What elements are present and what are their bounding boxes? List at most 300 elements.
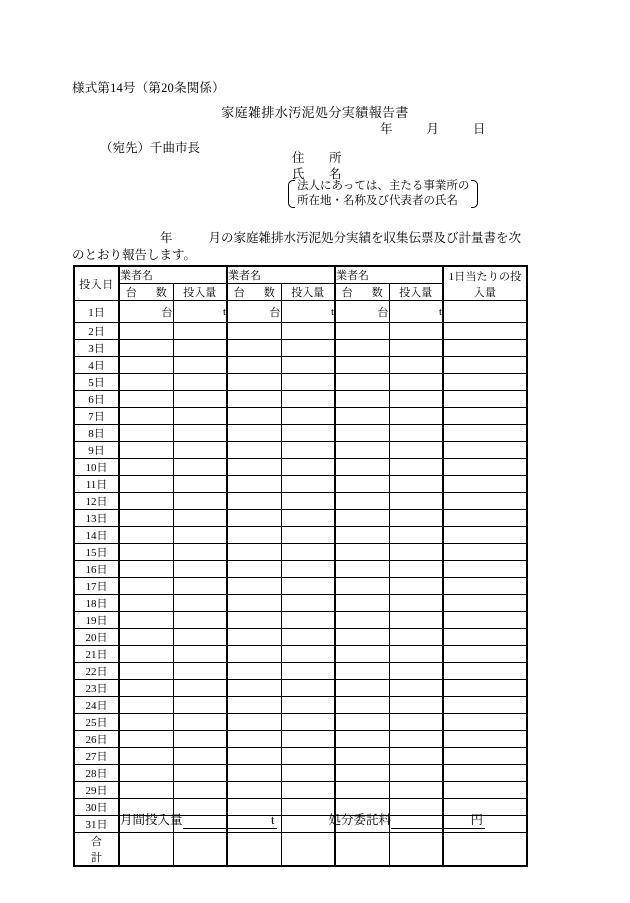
day-label: 20日	[74, 629, 119, 646]
monthly-amount-field[interactable]	[183, 813, 277, 829]
day-label: 10日	[74, 459, 119, 476]
cell-amount-2-row-20[interactable]	[281, 629, 335, 646]
cell-count-2-row-10[interactable]	[227, 459, 281, 476]
day-label: 11日	[74, 476, 119, 493]
day-label: 15日	[74, 544, 119, 561]
cell-daily-total-row-16[interactable]	[443, 561, 527, 578]
table-row	[74, 646, 527, 663]
table-row	[74, 374, 527, 391]
col-header-per-day-total: 1日当たりの投入量	[443, 266, 527, 301]
footer-summary	[120, 810, 485, 829]
cell-total-amount-3[interactable]	[389, 833, 443, 867]
day-label: 1日	[74, 301, 119, 323]
cell-count-2-row-29[interactable]	[227, 782, 281, 799]
cell-amount-2-row-22[interactable]	[281, 663, 335, 680]
cell-amount-3-row-9[interactable]	[389, 442, 443, 459]
day-label: 16日	[74, 561, 119, 578]
cell-count-3-row-2[interactable]	[335, 323, 389, 340]
cell-daily-total-row-13[interactable]	[443, 510, 527, 527]
cell-amount-3-row-1[interactable]	[389, 301, 443, 323]
day-label: 5日	[74, 374, 119, 391]
cell-amount-3-row-2[interactable]	[389, 323, 443, 340]
unit-label: 台	[269, 306, 281, 319]
table-body	[74, 301, 527, 867]
cell-amount-3-row-4[interactable]	[389, 357, 443, 374]
cell-count-3-row-12[interactable]	[335, 493, 389, 510]
col-header-count-3: 台 数	[335, 284, 389, 301]
cell-daily-total-row-4[interactable]	[443, 357, 527, 374]
cell-count-1-row-6[interactable]	[119, 391, 173, 408]
cell-amount-2-row-18[interactable]	[281, 595, 335, 612]
table-row	[74, 731, 527, 748]
table-row	[74, 493, 527, 510]
cell-amount-3-row-14[interactable]	[389, 527, 443, 544]
cell-amount-3-row-17[interactable]	[389, 578, 443, 595]
col-header-day: 投入日	[74, 266, 119, 301]
cell-amount-2-row-17[interactable]	[281, 578, 335, 595]
cell-daily-total-row-14[interactable]	[443, 527, 527, 544]
cell-grand-total[interactable]	[443, 833, 527, 867]
cell-count-1-row-5[interactable]	[119, 374, 173, 391]
cell-amount-2-row-11[interactable]	[281, 476, 335, 493]
cell-amount-3-row-25[interactable]	[389, 714, 443, 731]
cell-amount-2-row-16[interactable]	[281, 561, 335, 578]
cell-amount-1-row-17[interactable]	[173, 578, 227, 595]
cell-amount-2-row-9[interactable]	[281, 442, 335, 459]
cell-amount-2-row-4[interactable]	[281, 357, 335, 374]
cell-count-3-row-16[interactable]	[335, 561, 389, 578]
cell-amount-1-row-10[interactable]	[173, 459, 227, 476]
cell-count-2-row-26[interactable]	[227, 731, 281, 748]
cell-daily-total-row-20[interactable]	[443, 629, 527, 646]
cell-daily-total-row-11[interactable]	[443, 476, 527, 493]
day-label: 25日	[74, 714, 119, 731]
cell-amount-2-row-23[interactable]	[281, 680, 335, 697]
cell-count-3-row-29[interactable]	[335, 782, 389, 799]
cell-amount-2-row-27[interactable]	[281, 748, 335, 765]
cell-amount-1-row-13[interactable]	[173, 510, 227, 527]
table-row	[74, 527, 527, 544]
cell-amount-2-row-8[interactable]	[281, 425, 335, 442]
cell-amount-3-row-22[interactable]	[389, 663, 443, 680]
cell-count-1-row-24[interactable]	[119, 697, 173, 714]
cell-amount-3-row-8[interactable]	[389, 425, 443, 442]
cell-amount-1-row-3[interactable]	[173, 340, 227, 357]
cell-daily-total-row-15[interactable]	[443, 544, 527, 561]
table-row	[74, 391, 527, 408]
day-label: 12日	[74, 493, 119, 510]
table-row	[74, 323, 527, 340]
day-label: 4日	[74, 357, 119, 374]
cell-count-1-row-23[interactable]	[119, 680, 173, 697]
applicant-address-label: 住 所	[292, 151, 348, 165]
day-label: 13日	[74, 510, 119, 527]
cell-amount-1-row-1[interactable]	[173, 301, 227, 323]
cell-amount-2-row-1[interactable]	[281, 301, 335, 323]
cell-daily-total-row-1[interactable]	[443, 301, 527, 323]
cell-count-2-row-12[interactable]	[227, 493, 281, 510]
table-row	[74, 442, 527, 459]
cell-total-count-1[interactable]	[119, 833, 173, 867]
cell-count-3-row-13[interactable]	[335, 510, 389, 527]
cell-amount-3-row-12[interactable]	[389, 493, 443, 510]
cell-total-amount-2[interactable]	[281, 833, 335, 867]
unit-label: t	[222, 305, 226, 318]
cell-daily-total-row-12[interactable]	[443, 493, 527, 510]
day-label: 7日	[74, 408, 119, 425]
cell-count-3-row-18[interactable]	[335, 595, 389, 612]
addressee: （宛先）千曲市長	[100, 141, 201, 155]
cell-amount-2-row-15[interactable]	[281, 544, 335, 561]
cell-amount-1-row-4[interactable]	[173, 357, 227, 374]
cell-amount-1-row-23[interactable]	[173, 680, 227, 697]
cell-daily-total-row-18[interactable]	[443, 595, 527, 612]
cell-count-1-row-16[interactable]	[119, 561, 173, 578]
cell-count-1-row-21[interactable]	[119, 646, 173, 663]
table-row	[74, 476, 527, 493]
day-label: 28日	[74, 765, 119, 782]
cell-amount-2-row-21[interactable]	[281, 646, 335, 663]
cell-amount-1-row-29[interactable]	[173, 782, 227, 799]
cell-count-1-row-7[interactable]	[119, 408, 173, 425]
cell-amount-1-row-8[interactable]	[173, 425, 227, 442]
unit-label: t	[438, 305, 442, 318]
cell-count-1-row-25[interactable]	[119, 714, 173, 731]
cell-daily-total-row-6[interactable]	[443, 391, 527, 408]
cell-amount-1-row-15[interactable]	[173, 544, 227, 561]
cell-amount-3-row-24[interactable]	[389, 697, 443, 714]
cell-count-1-row-4[interactable]	[119, 357, 173, 374]
cell-amount-1-row-19[interactable]	[173, 612, 227, 629]
cell-amount-2-row-26[interactable]	[281, 731, 335, 748]
cell-count-2-row-2[interactable]	[227, 323, 281, 340]
cell-count-3-row-17[interactable]	[335, 578, 389, 595]
cell-count-2-row-16[interactable]	[227, 561, 281, 578]
col-header-vendor-2: 業者名	[227, 266, 335, 284]
table-row	[74, 561, 527, 578]
cell-count-3-row-21[interactable]	[335, 646, 389, 663]
statement-month-label: 月	[208, 231, 222, 245]
cell-count-2-row-17[interactable]	[227, 578, 281, 595]
cell-count-2-row-19[interactable]	[227, 612, 281, 629]
day-label: 23日	[74, 680, 119, 697]
cell-count-2-row-25[interactable]	[227, 714, 281, 731]
cell-amount-1-row-28[interactable]	[173, 765, 227, 782]
cell-amount-2-row-3[interactable]	[281, 340, 335, 357]
cell-amount-1-row-27[interactable]	[173, 748, 227, 765]
cell-daily-total-row-26[interactable]	[443, 731, 527, 748]
cell-amount-1-row-5[interactable]	[173, 374, 227, 391]
table-row	[74, 408, 527, 425]
cell-amount-3-row-26[interactable]	[389, 731, 443, 748]
cell-count-1-row-14[interactable]	[119, 527, 173, 544]
corporate-note-line-2: 所在地・名称及び代表者の氏名	[297, 195, 458, 207]
table-row	[74, 714, 527, 731]
cell-count-2-row-4[interactable]	[227, 357, 281, 374]
cell-count-2-row-8[interactable]	[227, 425, 281, 442]
total-label: 合 計	[74, 833, 119, 867]
cell-amount-1-row-18[interactable]	[173, 595, 227, 612]
cell-count-2-row-18[interactable]	[227, 595, 281, 612]
cell-daily-total-row-8[interactable]	[443, 425, 527, 442]
cell-count-3-row-15[interactable]	[335, 544, 389, 561]
cell-count-1-row-29[interactable]	[119, 782, 173, 799]
disposal-fee-field[interactable]	[391, 810, 485, 829]
cell-amount-1-row-21[interactable]	[173, 646, 227, 663]
cell-count-3-row-5[interactable]	[335, 374, 389, 391]
cell-amount-2-row-28[interactable]	[281, 765, 335, 782]
statement-year-label: 年	[160, 231, 173, 245]
corporate-note-line-1: 法人にあっては、主たる事業所の	[297, 180, 470, 192]
corporate-note	[288, 179, 478, 209]
cell-count-3-row-6[interactable]	[335, 391, 389, 408]
cell-daily-total-row-17[interactable]	[443, 578, 527, 595]
cell-count-1-row-11[interactable]	[119, 476, 173, 493]
day-label: 14日	[74, 527, 119, 544]
cell-amount-3-row-6[interactable]	[389, 391, 443, 408]
unit-label: t	[330, 305, 334, 318]
day-label: 29日	[74, 782, 119, 799]
cell-amount-2-row-2[interactable]	[281, 323, 335, 340]
cell-amount-3-row-27[interactable]	[389, 748, 443, 765]
cell-count-2-row-13[interactable]	[227, 510, 281, 527]
cell-amount-1-row-12[interactable]	[173, 493, 227, 510]
cell-count-3-row-26[interactable]	[335, 731, 389, 748]
cell-count-3-row-22[interactable]	[335, 663, 389, 680]
cell-daily-total-row-3[interactable]	[443, 340, 527, 357]
cell-amount-3-row-7[interactable]	[389, 408, 443, 425]
cell-count-2-row-20[interactable]	[227, 629, 281, 646]
cell-amount-3-row-5[interactable]	[389, 374, 443, 391]
page-title: 家庭雑排水汚泥処分実績報告書	[221, 105, 409, 120]
cell-amount-1-row-24[interactable]	[173, 697, 227, 714]
cell-amount-2-row-5[interactable]	[281, 374, 335, 391]
day-label: 21日	[74, 646, 119, 663]
day-label: 3日	[74, 340, 119, 357]
cell-amount-2-row-13[interactable]	[281, 510, 335, 527]
cell-daily-total-row-7[interactable]	[443, 408, 527, 425]
day-label: 6日	[74, 391, 119, 408]
bracket-right-icon	[471, 179, 478, 209]
table-row	[74, 544, 527, 561]
cell-count-1-row-3[interactable]	[119, 340, 173, 357]
table-row	[74, 510, 527, 527]
cell-amount-1-row-11[interactable]	[173, 476, 227, 493]
cell-count-3-row-19[interactable]	[335, 612, 389, 629]
cell-amount-2-row-12[interactable]	[281, 493, 335, 510]
cell-count-1-row-18[interactable]	[119, 595, 173, 612]
table-row	[74, 357, 527, 374]
cell-amount-3-row-11[interactable]	[389, 476, 443, 493]
cell-count-2-row-15[interactable]	[227, 544, 281, 561]
cell-count-2-row-24[interactable]	[227, 697, 281, 714]
cell-amount-3-row-20[interactable]	[389, 629, 443, 646]
table-row	[74, 765, 527, 782]
cell-daily-total-row-27[interactable]	[443, 748, 527, 765]
cell-daily-total-row-28[interactable]	[443, 765, 527, 782]
cell-amount-1-row-7[interactable]	[173, 408, 227, 425]
cell-count-3-row-4[interactable]	[335, 357, 389, 374]
cell-count-2-row-7[interactable]	[227, 408, 281, 425]
submission-date-line	[380, 119, 486, 137]
disposal-fee-label: 処分委託料	[328, 813, 392, 827]
cell-count-2-row-3[interactable]	[227, 340, 281, 357]
disposal-record-table	[73, 265, 528, 867]
cell-amount-1-row-2[interactable]	[173, 323, 227, 340]
cell-count-2-row-27[interactable]	[227, 748, 281, 765]
cell-amount-3-row-10[interactable]	[389, 459, 443, 476]
cell-count-1-row-26[interactable]	[119, 731, 173, 748]
cell-amount-1-row-22[interactable]	[173, 663, 227, 680]
cell-count-3-row-9[interactable]	[335, 442, 389, 459]
cell-daily-total-row-9[interactable]	[443, 442, 527, 459]
day-label: 27日	[74, 748, 119, 765]
unit-label: 台	[161, 306, 173, 319]
cell-daily-total-row-23[interactable]	[443, 680, 527, 697]
cell-amount-3-row-3[interactable]	[389, 340, 443, 357]
cell-count-1-row-15[interactable]	[119, 544, 173, 561]
cell-amount-3-row-28[interactable]	[389, 765, 443, 782]
table-row	[74, 340, 527, 357]
cell-count-3-row-1[interactable]	[335, 301, 389, 323]
cell-count-1-row-17[interactable]	[119, 578, 173, 595]
cell-count-2-row-5[interactable]	[227, 374, 281, 391]
cell-count-1-row-20[interactable]	[119, 629, 173, 646]
table-row	[74, 578, 527, 595]
cell-count-1-row-10[interactable]	[119, 459, 173, 476]
col-header-count-1: 台 数	[119, 284, 173, 301]
cell-amount-1-row-26[interactable]	[173, 731, 227, 748]
cell-amount-2-row-6[interactable]	[281, 391, 335, 408]
cell-daily-total-row-19[interactable]	[443, 612, 527, 629]
cell-amount-3-row-13[interactable]	[389, 510, 443, 527]
cell-count-1-row-1[interactable]	[119, 301, 173, 323]
applicant-address-row	[292, 150, 348, 166]
cell-amount-2-row-24[interactable]	[281, 697, 335, 714]
cell-count-2-row-11[interactable]	[227, 476, 281, 493]
cell-count-3-row-25[interactable]	[335, 714, 389, 731]
cell-amount-2-row-10[interactable]	[281, 459, 335, 476]
cell-amount-1-row-9[interactable]	[173, 442, 227, 459]
day-label: 17日	[74, 578, 119, 595]
cell-daily-total-row-22[interactable]	[443, 663, 527, 680]
cell-count-2-row-1[interactable]	[227, 301, 281, 323]
monthly-amount-label: 月間投入量	[120, 813, 183, 827]
cell-count-2-row-21[interactable]	[227, 646, 281, 663]
record-table-wrap	[73, 265, 528, 867]
cell-amount-3-row-19[interactable]	[389, 612, 443, 629]
day-label: 8日	[74, 425, 119, 442]
cell-daily-total-row-24[interactable]	[443, 697, 527, 714]
cell-count-2-row-28[interactable]	[227, 765, 281, 782]
cell-count-3-row-28[interactable]	[335, 765, 389, 782]
cell-amount-3-row-29[interactable]	[389, 782, 443, 799]
cell-count-1-row-13[interactable]	[119, 510, 173, 527]
day-label: 22日	[74, 663, 119, 680]
cell-amount-1-row-20[interactable]	[173, 629, 227, 646]
cell-amount-3-row-21[interactable]	[389, 646, 443, 663]
cell-count-2-row-9[interactable]	[227, 442, 281, 459]
cell-count-1-row-9[interactable]	[119, 442, 173, 459]
cell-amount-3-row-23[interactable]	[389, 680, 443, 697]
table-head	[74, 266, 527, 301]
day-label: 26日	[74, 731, 119, 748]
cell-count-1-row-2[interactable]	[119, 323, 173, 340]
applicant-block	[292, 150, 348, 182]
cell-count-1-row-8[interactable]	[119, 425, 173, 442]
day-label: 2日	[74, 323, 119, 340]
cell-count-3-row-14[interactable]	[335, 527, 389, 544]
cell-total-count-2[interactable]	[227, 833, 281, 867]
cell-daily-total-row-21[interactable]	[443, 646, 527, 663]
cell-daily-total-row-29[interactable]	[443, 782, 527, 799]
cell-daily-total-row-10[interactable]	[443, 459, 527, 476]
cell-count-2-row-14[interactable]	[227, 527, 281, 544]
cell-count-3-row-20[interactable]	[335, 629, 389, 646]
cell-count-3-row-7[interactable]	[335, 408, 389, 425]
cell-count-3-row-11[interactable]	[335, 476, 389, 493]
col-header-vendor-1: 業者名	[119, 266, 227, 284]
cell-count-3-row-27[interactable]	[335, 748, 389, 765]
cell-count-1-row-19[interactable]	[119, 612, 173, 629]
table-row	[74, 459, 527, 476]
cell-amount-1-row-16[interactable]	[173, 561, 227, 578]
day-label: 30日	[74, 799, 119, 816]
cell-count-3-row-24[interactable]	[335, 697, 389, 714]
cell-count-3-row-23[interactable]	[335, 680, 389, 697]
cell-count-1-row-28[interactable]	[119, 765, 173, 782]
cell-count-2-row-22[interactable]	[227, 663, 281, 680]
cell-count-1-row-22[interactable]	[119, 663, 173, 680]
cell-amount-2-row-29[interactable]	[281, 782, 335, 799]
cell-count-2-row-23[interactable]	[227, 680, 281, 697]
cell-amount-2-row-25[interactable]	[281, 714, 335, 731]
table-total-row	[74, 833, 527, 867]
cell-daily-total-row-2[interactable]	[443, 323, 527, 340]
cell-amount-1-row-25[interactable]	[173, 714, 227, 731]
cell-amount-3-row-16[interactable]	[389, 561, 443, 578]
cell-amount-3-row-15[interactable]	[389, 544, 443, 561]
cell-amount-3-row-18[interactable]	[389, 595, 443, 612]
cell-count-1-row-27[interactable]	[119, 748, 173, 765]
cell-total-amount-1[interactable]	[173, 833, 227, 867]
form-number: 様式第14号（第20条関係）	[72, 81, 225, 95]
table-row	[74, 301, 527, 323]
cell-daily-total-row-5[interactable]	[443, 374, 527, 391]
table-row	[74, 612, 527, 629]
col-header-amount-2: 投入量	[281, 284, 335, 301]
report-statement	[72, 230, 528, 264]
cell-count-3-row-3[interactable]	[335, 340, 389, 357]
cell-amount-2-row-7[interactable]	[281, 408, 335, 425]
cell-count-3-row-10[interactable]	[335, 459, 389, 476]
cell-total-count-3[interactable]	[335, 833, 389, 867]
day-label: 24日	[74, 697, 119, 714]
cell-count-2-row-6[interactable]	[227, 391, 281, 408]
cell-amount-1-row-14[interactable]	[173, 527, 227, 544]
table-row	[74, 697, 527, 714]
table-row	[74, 425, 527, 442]
cell-amount-2-row-14[interactable]	[281, 527, 335, 544]
statement-text: の家庭雑排水汚泥処分実績を収集伝票及び計量書を次	[221, 231, 522, 245]
cell-amount-2-row-19[interactable]	[281, 612, 335, 629]
col-header-amount-3: 投入量	[389, 284, 443, 301]
cell-count-1-row-12[interactable]	[119, 493, 173, 510]
cell-daily-total-row-25[interactable]	[443, 714, 527, 731]
cell-amount-1-row-6[interactable]	[173, 391, 227, 408]
day-label: 31日	[74, 816, 119, 833]
cell-count-3-row-8[interactable]	[335, 425, 389, 442]
